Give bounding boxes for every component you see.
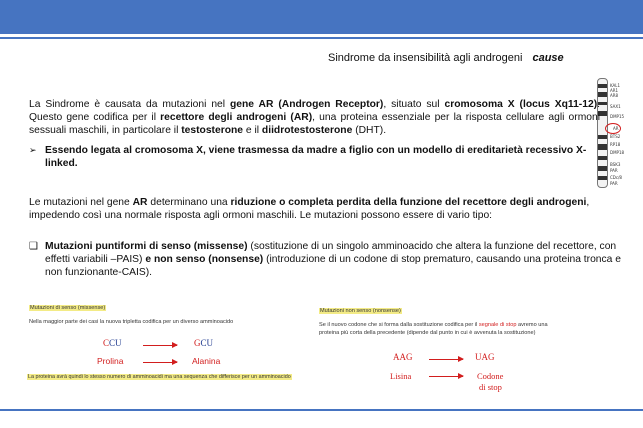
arrow-icon — [143, 345, 177, 346]
stop-codon-line2: di stop — [479, 382, 502, 392]
codon-to: UAG — [475, 352, 495, 362]
nonsense-title: Mutazioni non senso (nonsense) — [320, 308, 401, 314]
amino-acid-from: Prolina — [97, 356, 124, 366]
band-label: DMP15 — [610, 114, 625, 119]
bold-text: cromosoma X (locus Xq11-12) — [444, 99, 598, 110]
arrow-bullet-icon: ➢ — [29, 145, 37, 155]
bold-text: recettore degli androgeni (AR) — [160, 112, 313, 123]
band-label: BSK3 — [610, 162, 621, 167]
arrow-icon — [429, 359, 463, 360]
bold-text: AR — [132, 197, 148, 208]
slide-title — [328, 52, 564, 64]
band-label: RP18 — [610, 142, 621, 147]
missense-subtitle: Nella maggior parte dei casi la nuova tripletta codifica per un diverso amminoacido — [29, 319, 234, 325]
codon-rest: CU — [109, 338, 122, 348]
text: Le mutazioni nel gene — [29, 197, 133, 208]
text: La Sindrome è causata da mutazioni nel — [29, 99, 230, 110]
bold-text: diidrotestosterone — [261, 125, 353, 136]
band-label: PAR — [610, 168, 618, 173]
text: (sostituzione di un singolo amminoacido che altera la funzione del recettore, con effetti variabili –PAIS) — [45, 241, 617, 265]
band-label: AR1 — [610, 88, 619, 93]
chromosome-band — [598, 92, 607, 97]
text: , impedendo così una normale risposta agli ormoni maschili. Le mutazioni possono essere di vario tipo: — [29, 197, 590, 221]
text: Se il nuovo codone che si forma dalla sostituzione codifica per il — [319, 322, 479, 328]
stop-signal-text: segnale di stop — [478, 322, 517, 328]
bold-text: e non senso (nonsense) — [145, 254, 264, 265]
nonsense-subtitle-line2: proteina più corta della precedente (dipende dal punto in cui è avvenuta la sostituzione) — [319, 330, 536, 336]
mutated-base: C — [103, 338, 110, 348]
text: (introduzione di un codone di stop prematuro, causando una proteina tronca e non funzionante-CAIS). — [45, 254, 622, 278]
codon-to — [194, 338, 213, 348]
inheritance-bullet — [29, 144, 609, 170]
amino-acid-to: Alanina — [192, 356, 221, 366]
nonsense-example — [317, 305, 617, 395]
band-label: AR8 — [610, 93, 619, 98]
text: (DHT). — [352, 125, 387, 136]
mutations-paragraph — [29, 196, 629, 222]
amino-acid-from: Lisina — [390, 371, 412, 381]
chromosome-band — [598, 84, 607, 88]
header-divider — [0, 37, 643, 39]
bold-text: Mutazioni puntiformi di senso (missense) — [45, 241, 248, 252]
text: avremo una — [516, 322, 548, 328]
arrow-icon — [143, 362, 177, 363]
band-label: CDc/8 — [610, 175, 622, 180]
square-bullet-icon: ❑ — [29, 241, 38, 252]
mutation-types-bullet — [29, 240, 629, 279]
arrow-icon — [429, 376, 463, 377]
text: determinano una — [147, 197, 231, 208]
mutated-base: G — [194, 338, 201, 348]
text: e il — [243, 125, 262, 136]
codon-from — [103, 338, 122, 348]
band-label: SAX1 — [610, 104, 621, 109]
header-bar — [0, 0, 643, 34]
intro-paragraph — [29, 98, 600, 137]
text: , una proteina essenziale per la risposta cellulare agli ormoni sessuali maschili, in particolare il — [29, 112, 601, 136]
band-label-ar: AR — [613, 126, 619, 131]
text: , situato sul — [383, 99, 445, 110]
stop-codon-line1: Codone — [477, 371, 504, 381]
bullet-text — [29, 240, 629, 279]
bold-text: riduzione o completa perdita della funzione del recettore degli androgeni — [230, 197, 587, 208]
missense-note: La proteina avrà quindi lo stesso numero di amminoacidi ma una sequenza che differisce per un amminoacido — [28, 374, 291, 380]
band-label: BTS2 — [610, 134, 621, 139]
nonsense-subtitle-line1 — [319, 322, 548, 328]
title-cause: cause — [532, 52, 564, 64]
bullet-text: Essendo legata al cromosoma X, viene trasmessa da madre a figlio con un modello di ereditarietà recessivo X-linked. — [45, 145, 587, 169]
bold-text: testosterone — [181, 125, 244, 136]
band-label: DMP18 — [610, 150, 625, 155]
chromosome-band — [598, 176, 607, 180]
text: . Questo gene codifica per il — [29, 99, 600, 123]
codon-from: AAG — [393, 352, 413, 362]
missense-title: Mutazioni di senso (missense) — [30, 305, 106, 311]
missense-example — [27, 302, 317, 392]
title-text: Sindrome da insensibilità agli androgeni — [328, 52, 523, 64]
footer-divider — [0, 409, 643, 411]
band-label: KAL1 — [610, 83, 621, 88]
band-label: PAR — [610, 181, 618, 186]
codon-rest: CU — [200, 338, 214, 348]
bold-text: gene AR (Androgen Receptor) — [229, 99, 384, 110]
